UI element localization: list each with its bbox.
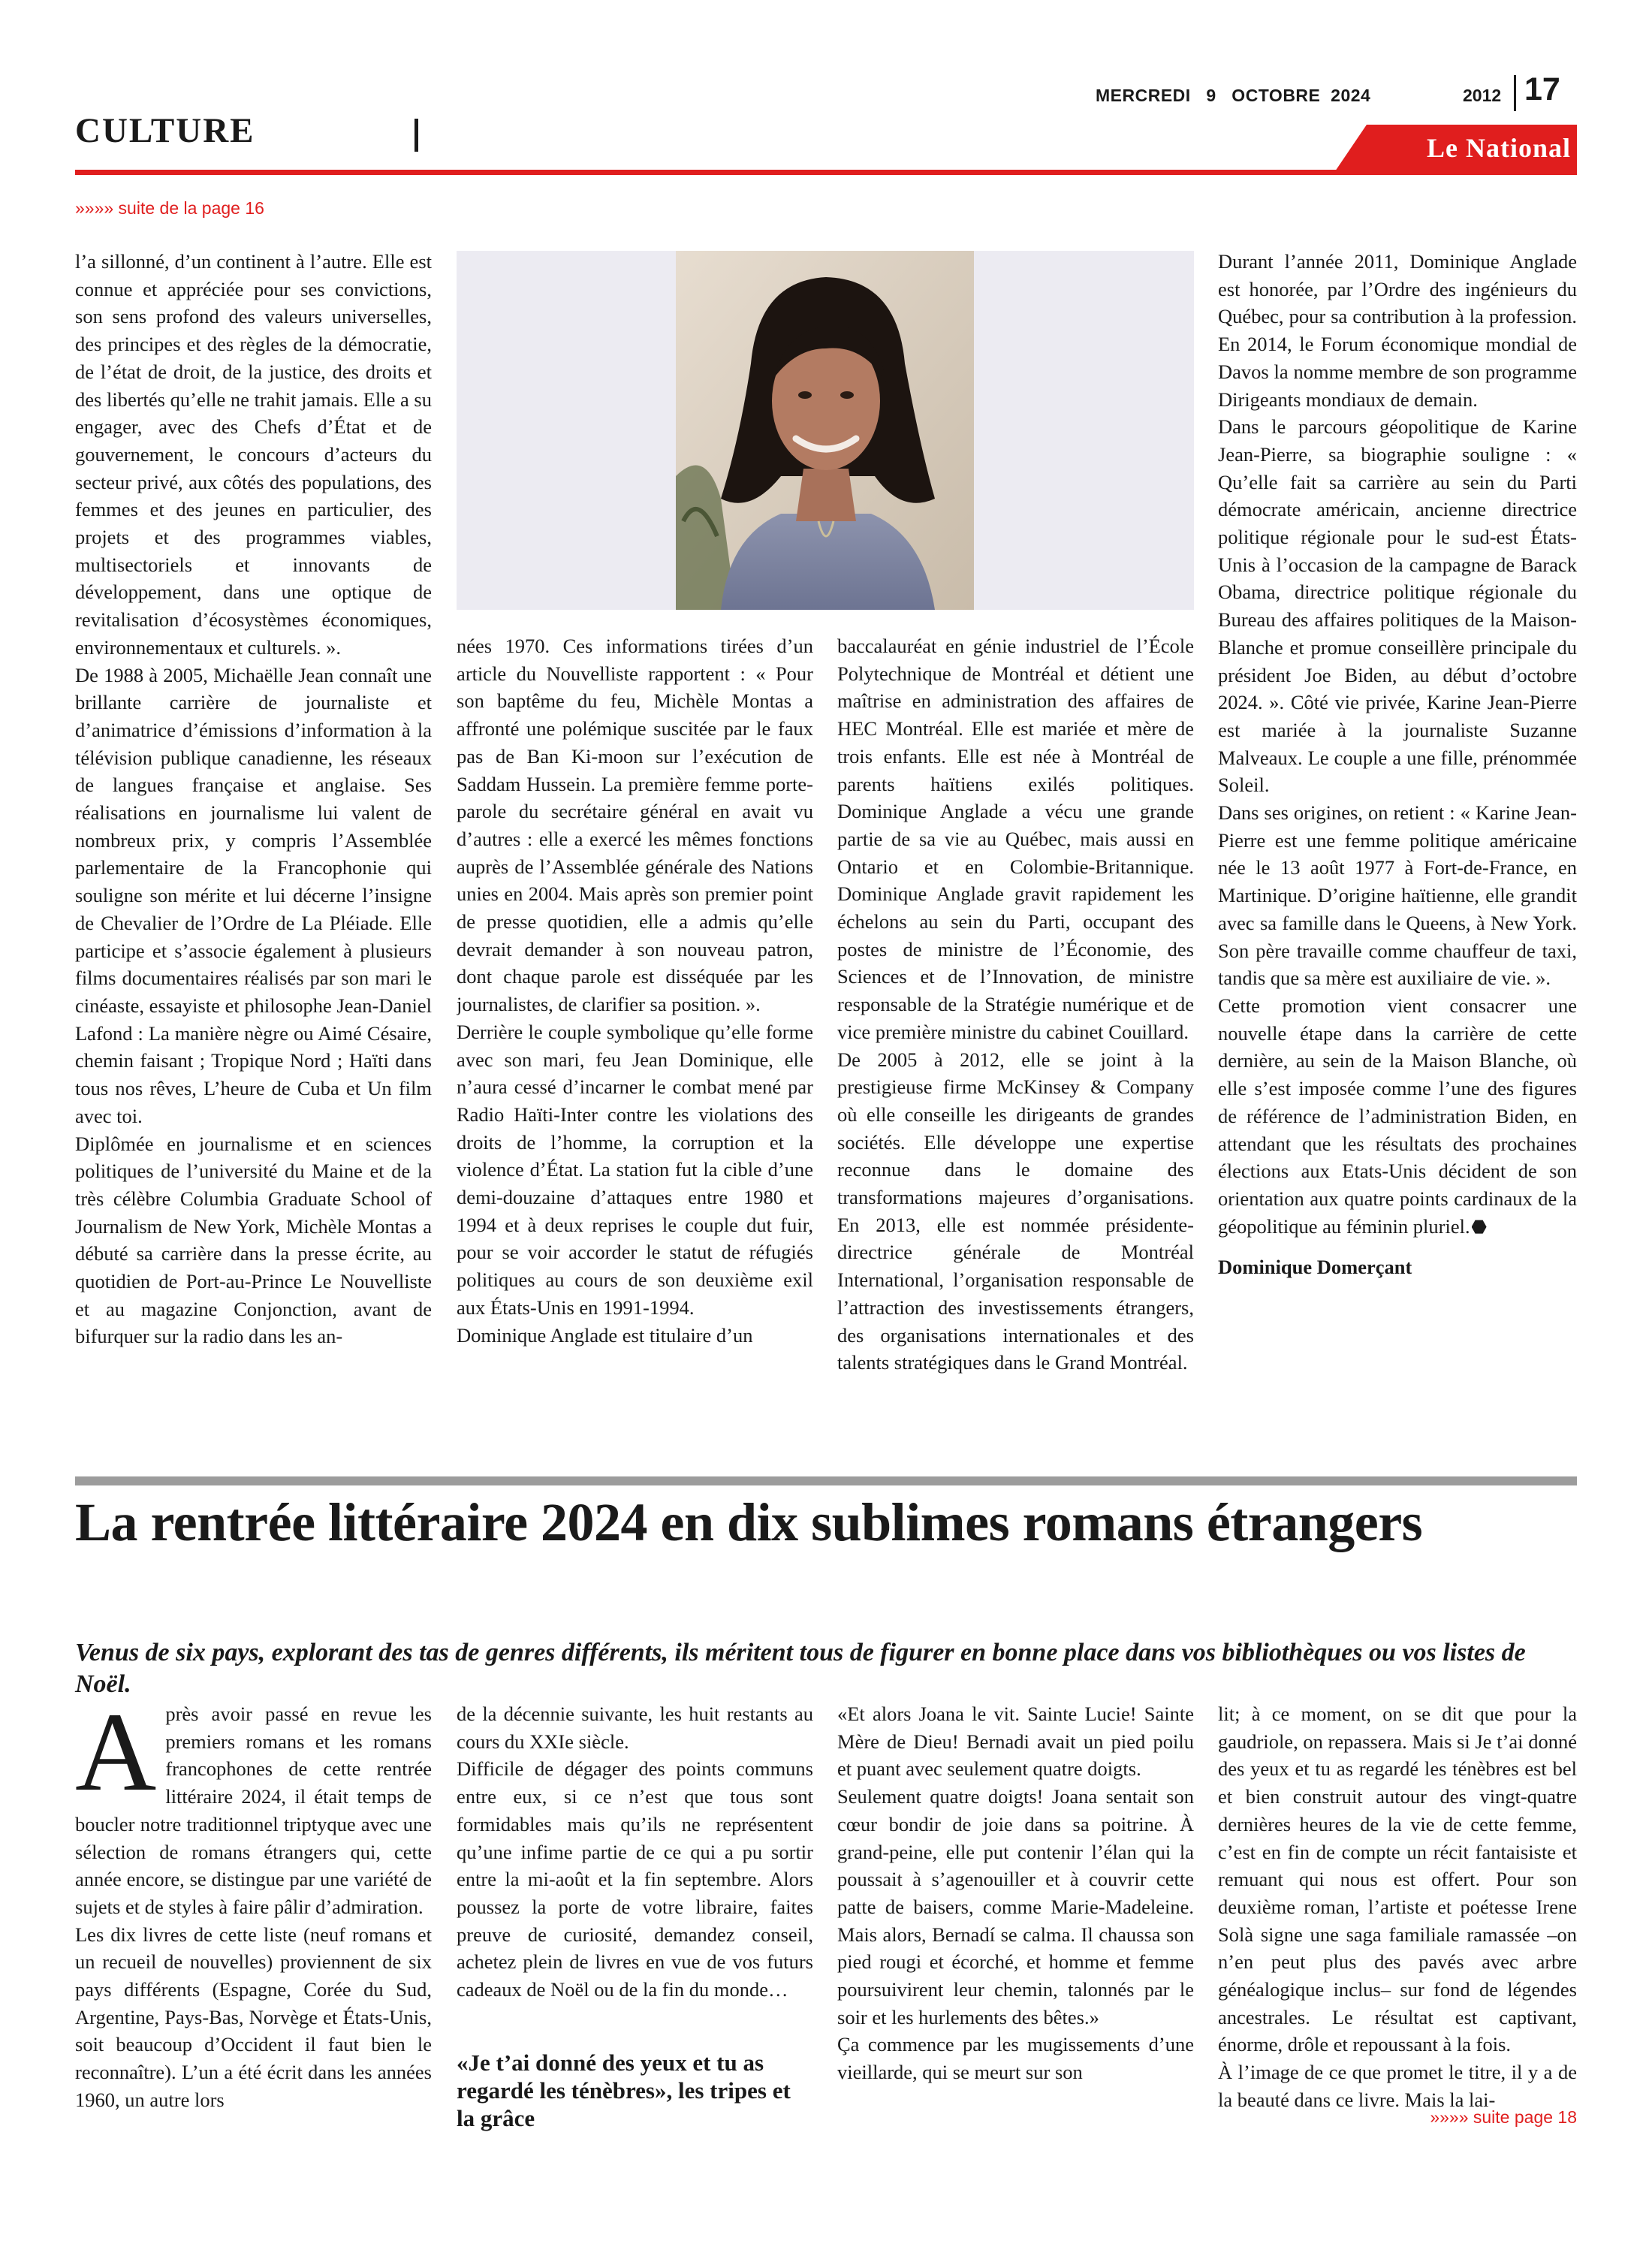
page-number-divider [1514, 75, 1516, 111]
end-mark-icon [1472, 1220, 1487, 1235]
newspaper-brand: Le National [1426, 133, 1571, 163]
paragraph: Difficile de dégager des points communs entre eux, si ce n’est que tous sont formidables mais qu’ils ne représentent qu’une infime partie de ce qui a pu sortir entre la mi-août et la fin septembre. Alors poussez la porte de votre libraire, faites preuve de curiosité, demandez conseil, achetez plein de livres en vue de vos futurs cadeaux de Noël ou de la fin du monde… [457, 1757, 813, 2001]
continued-to-note: »»»» suite page 18 [1430, 2107, 1577, 2127]
section-divider [415, 119, 418, 152]
article2-subhead: «Je t’ai donné des yeux et tu as regardé les ténèbres», les tripes et la grâce [457, 2049, 791, 2131]
paragraph: de la décennie suivante, les huit restants au cours du XXIe siècle. [457, 1703, 813, 1753]
article2-deck: Venus de six pays, explorant des tas de genres différents, ils méritent tous de figurer en bonne place dans vos bibliothèques ou vos listes de Noël. [75, 1639, 1526, 1698]
portrait-photo [676, 251, 974, 610]
paragraph: Derrière le couple symbolique qu’elle forme avec son mari, feu Jean Dominique, elle n’aura cessé d’incarner le combat mené par Radio Haïti-Inter contre les violations des droits de l’homme, la corruption et la violence d’État. La station fut la cible d’une demi-douzaine d’attaques entre 1980 et 1994 et à deux reprises le couple dut fuir, pour se voir accorder le statut de réfugiés politiques au cours de son deuxième exil aux États-Unis en 1991-1994. [457, 1020, 813, 1319]
paragraph: Durant l’année 2011, Dominique Anglade est honorée, par l’Ordre des ingénieurs du Québec, pour sa contribution à la profession. En 2014, le Forum économique mondial de Davos la nomme membre de son programme Dirigeants mondiaux de demain. [1218, 250, 1577, 411]
paragraph: Dominique Anglade est titulaire d’un [457, 1323, 753, 1347]
article-separator-rule [75, 1476, 1577, 1485]
article1-column-4 [1218, 248, 1577, 1461]
paragraph: lit; à ce moment, on se dit que pour la gaudriole, on repassera. Mais si Je t’ai donné des yeux et tu as regardé les ténèbres est bel et bien construit autour des vingt-quatre dernières heures de la vie de cette femme, c’est en fin de compte un récit fantaisiste et remuant qui nous est offert. Pour son deuxième roman, l’artiste et poétesse Irene Solà signe une saga familiale ramassée –on n’en peut plus des pavés avec arbre généalogique inclus– sur fond de légendes ancestrales. Le résultat est captivant, énorme, drôle et repoussant à la fois. [1218, 1703, 1577, 2056]
issue-date: MERCREDI 9 OCTOBRE 2024 [1096, 86, 1371, 105]
article2-headline: La rentrée littéraire 2024 en dix sublimes romans étrangers [75, 1492, 1423, 1552]
issue-year: 2012 [1463, 86, 1502, 105]
drop-cap: A [75, 1700, 157, 1814]
article1-column-1 [75, 248, 432, 1461]
continued-from-note: »»»» suite de la page 16 [75, 198, 264, 218]
paragraph: Seulement quatre doigts! Joana sentait son cœur bondir de joie dans sa poitrine. À grand-peine, elle put contenir l’élan qui la poussait à s’agenouiller et à couvrir cette patte de baisers, comme Marie-Madeleine. Mais alors, Bernadí se calma. Il chaussa son pied rougi et écorché, et homme et femme poursuivirent leur chemin, talonnés par le soir et les hurlements des bêtes.» [837, 1785, 1194, 2028]
article2-column-2 [457, 1700, 813, 2031]
paragraph: nées 1970. Ces informations tirées d’un article du Nouvelliste rapportent : « Pour son baptême du feu, Michèle Montas a affronté une polémique suscitée par le faux pas de Ban Ki-moon sur l’exécution de Saddam Hussein. La première femme porte-parole du secrétaire général en avait vu d’autres : elle a exercé les mêmes fonctions auprès de l’Assemblée générale des Nations unies en 2004. Mais après son premier point de presse quotidien, elle a admis qu’elle devrait demander à son nouveau patron, dont chaque parole est disséquée par les journalistes, de clarifier sa position. ». [457, 635, 813, 1016]
article2-column-1 [75, 1700, 432, 2110]
paragraph [75, 1700, 432, 1921]
article1-column-2 [457, 632, 813, 1461]
paragraph: l’a sillonné, d’un continent à l’autre. Elle est connue et appréciée pour ses convictions, son sens profond des valeurs universelles, des principes et des règles de la démocratie, de l’état de droit, de la justice, des droits et des libertés qu’elle ne trahit jamais. Elle a su engager, avec des Chefs d’État et de gouvernement, le concours d’acteurs du secteur privé, aux côtés des populations, des femmes et des jeunes en particulier, des projets et des programmes viables, multisectoriels et innovants de développement, dans une optique de revitalisation d’écosystèmes économiques, environnementaux et culturels. ». [75, 250, 432, 659]
article1-column-3 [837, 632, 1194, 1461]
paragraph: À l’image de ce que promet le titre, il y a de la beauté dans ce livre. Mais la lai- [1218, 2061, 1577, 2110]
paragraph: baccalauréat en génie industriel de l’École Polytechnique de Montréal et détient une maîtrise en administration des affaires de HEC Montréal. Elle est mariée et mère de trois enfants. Elle est née à Montréal de parents haïtiens exilés politiques. Dominique Anglade a vécu une grande partie de sa vie au Québec, mais aussi en Ontario et en Colombie-Britannique. Dominique Anglade gravit rapidement les échelons au sein du Parti, occupant des postes de ministre de l’Économie, des Sciences et de l’Innovation, de ministre responsable de la Stratégie numérique et de vice première ministre du cabinet Couillard. [837, 635, 1194, 1043]
paragraph-text: près avoir passé en revue les premiers romans et les romans francophones de cette rentrée littéraire 2024, il était temps de boucler notre traditionnel triptyque avec une sélection de romans étrangers qui, cette année encore, se distingue par une variété de sujets et de styles à faire pâlir d’admiration. [75, 1703, 432, 1918]
paragraph [1218, 992, 1577, 1240]
paragraph: «Et alors Joana le vit. Sainte Lucie! Sainte Mère de Dieu! Bernadi avait un pied poilu et puant avec seulement quatre doigts. [837, 1703, 1194, 1781]
paragraph: Diplômée en journalisme et en sciences politiques de l’université du Maine et de la très célèbre Columbia Graduate School of Journalism de New York, Michèle Montas a débuté sa carrière dans la presse écrite, au quotidien de Port-au-Prince Le Nouvelliste et au magazine Conjonction, avant de bifurquer sur la radio dans les an- [75, 1132, 432, 1348]
paragraph: Dans ses origines, on retient : « Karine Jean-Pierre est une femme politique américaine née le 13 août 1977 à Fort-de-France, en Martinique. D’origine haïtienne, elle grandit avec sa famille dans le Queens, à New York. Son père travaille comme chauffeur de taxi, tandis que sa mère est auxiliaire de vie. ». [1218, 801, 1577, 990]
paragraph: De 1988 à 2005, Michaëlle Jean connaît une brillante carrière de journaliste et d’animatrice d’émissions d’information à la télévision publique canadienne, les réseaux de langues française et anglaise. Ses réalisations en journalisme lui valent de nombreux prix, y compris l’Assemblée parlementaire de la Francophonie qui souligne son mérite et lui décerne l’insigne de Chevalier de l’Ordre de La Pléiade. Elle participe et s’associe également à plusieurs films documentaires réalisés par son mari le cinéaste, essayiste et philosophe Jean-Daniel Lafond : La manière nègre ou Aimé Césaire, chemin faisant ; Tropique Nord ; Haïti dans tous nos rêves, L’heure de Cuba et Un film avec toi. [75, 663, 432, 1127]
paragraph-text: Cette promotion vient consacrer une nouvelle étape dans la carrière de cette dernière, au sein de la Maison Blanche, où elle s’est imposée comme l’une des figures de référence de l’administration Biden, en attendant que les résultats des prochaines élections aux Etats-Unis décident de son orientation aux quatre points cardinaux de la géopolitique au féminin pluriel. [1218, 994, 1577, 1238]
byline: Dominique Domerçant [1218, 1256, 1412, 1279]
paragraph: Les dix livres de cette liste (neuf romans et un recueil de nouvelles) proviennent de six pays différents (Espagne, Corée du Sud, Argentine, Pays-Bas, Norvège et États-Unis, soit beaucoup d’Occident il faut bien le reconnaître). L’un a été écrit dans les années 1960, un autre lors [75, 1923, 432, 2110]
header-red-rule [75, 170, 1577, 175]
paragraph: Ça commence par les mugissements d’une vieillarde, qui se meurt sur son [837, 2033, 1194, 2084]
article2-column-3 [837, 1700, 1194, 2110]
section-title: CULTURE [75, 111, 255, 150]
article2-column-4 [1218, 1700, 1577, 2110]
paragraph: De 2005 à 2012, elle se joint à la prestigieuse firme McKinsey & Company où elle conseille les dirigeants de grandes sociétés. Elle développe une expertise reconnue dans le domaine des transformations majeures d’organisations. En 2013, elle est nommée présidente-directrice générale de Montréal International, l’organisation responsable de l’attraction des investissements étrangers, des organisations internationales et des talents stratégiques dans le Grand Montréal. [837, 1048, 1194, 1374]
paragraph: Dans le parcours géopolitique de Karine Jean-Pierre, sa biographie souligne : « Qu’elle fait sa carrière au sein du Parti démocrate américain, ancienne directrice politique régionale pour le sud-est États-Unis à l’occasion de la campagne de Barack Obama, directrice politique régionale du Bureau des affaires politiques de la Maison-Blanche et promue conseillère principale du président Joe Biden, au début d’octobre 2024. ». Côté vie privée, Karine Jean-Pierre est mariée à la journaliste Suzanne Malveaux. Le couple a une fille, prénommée Soleil. [1218, 415, 1577, 797]
page-number: 17 [1524, 71, 1560, 107]
